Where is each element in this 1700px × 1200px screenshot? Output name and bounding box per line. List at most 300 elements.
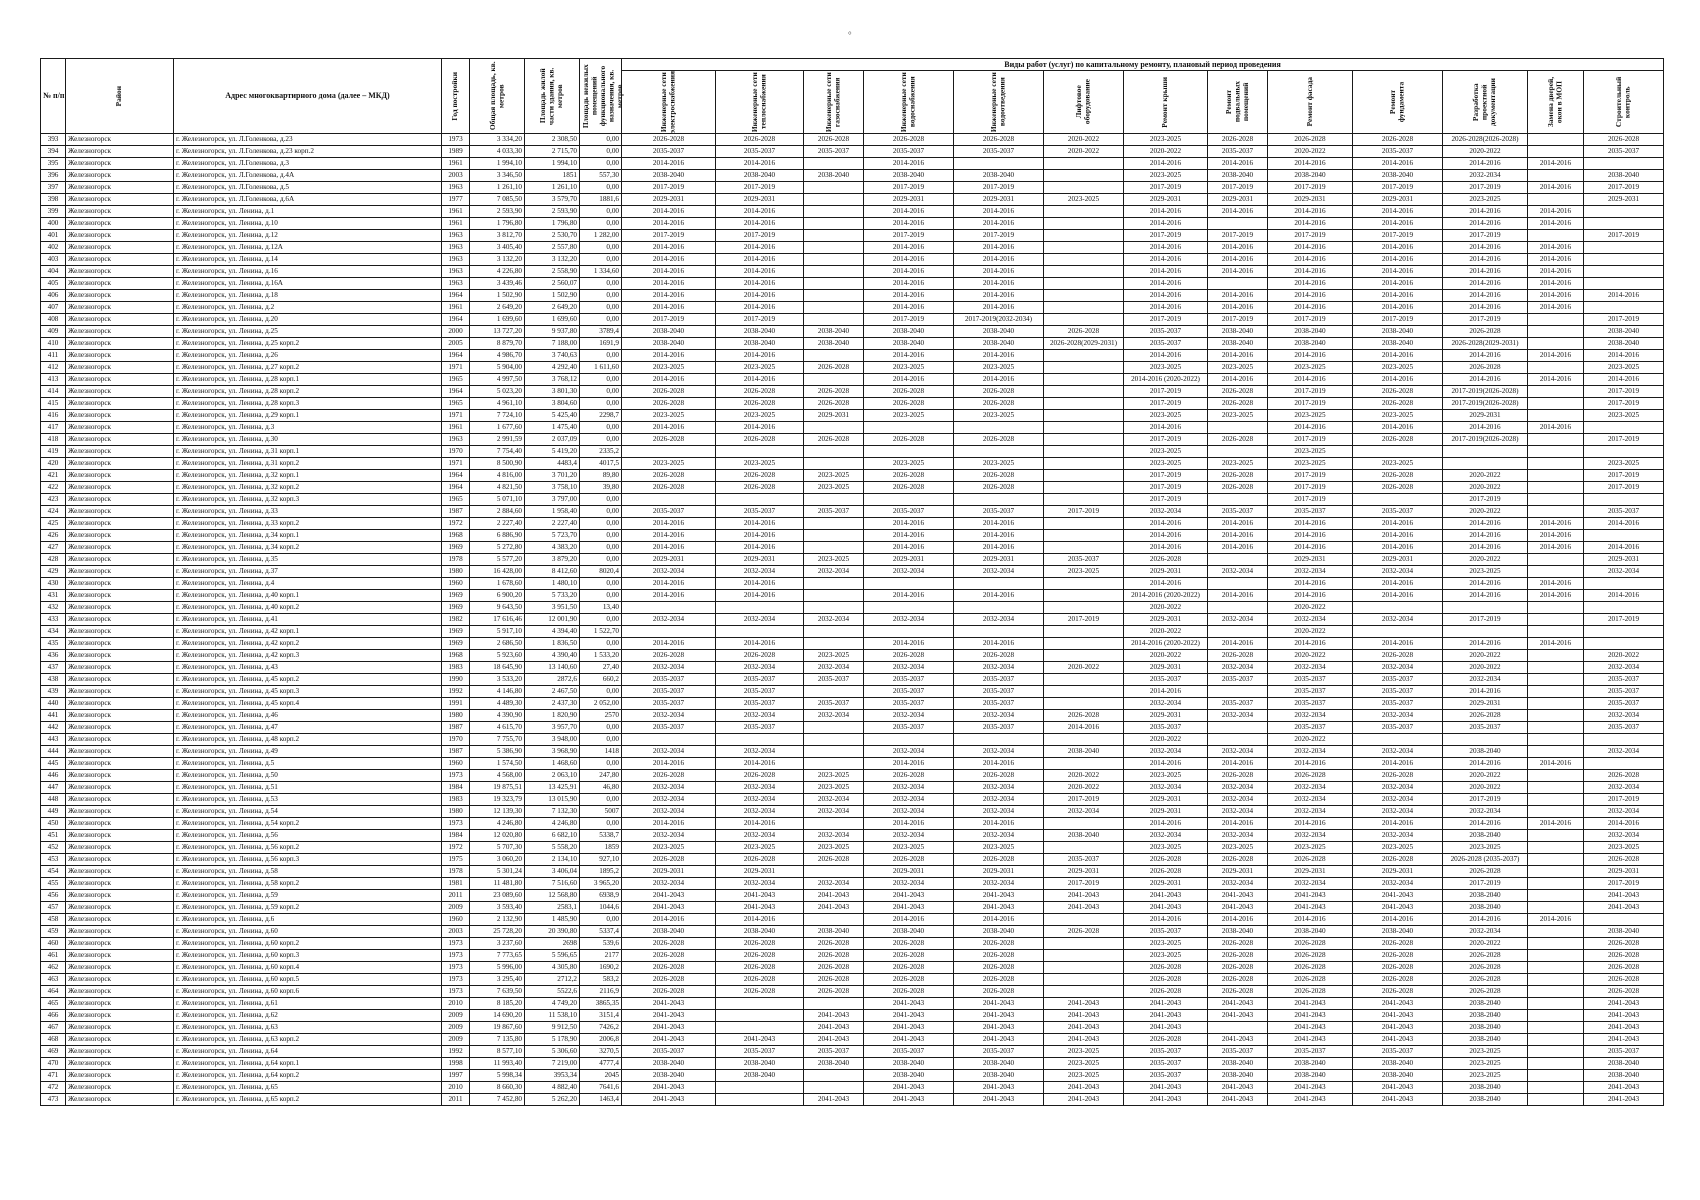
work-period-cell: 2041-2043 [622,890,716,902]
work-period-cell: 2014-2016 [622,290,716,302]
table-row [41,194,1664,206]
work-period-cell: 2026-2028 [864,770,954,782]
table-row [41,206,1664,218]
address-cell: г. Железногорск, ул. Ленина, д.27 корп.2 [174,362,442,374]
work-period-cell: 2020-2022 [1443,650,1528,662]
work-period-cell: 2014-2016 [1443,206,1528,218]
district-cell: Железногорск [66,758,174,770]
table-row [41,590,1664,602]
work-period-cell: 2032-2034 [1268,794,1353,806]
living-area-cell: 1 475,40 [525,422,580,434]
work-period-cell: 2032-2034 [1353,614,1443,626]
work-period-cell [1528,650,1584,662]
nonres-area-cell: 2 052,00 [580,698,622,710]
table-row [41,674,1664,686]
work-period-cell: 2014-2016 [1268,518,1353,530]
living-area-cell: 13 425,91 [525,782,580,794]
work-period-cell: 2041-2043 [1353,1010,1443,1022]
work-period-cell: 2041-2043 [954,1034,1044,1046]
work-period-cell: 2014-2016 [1124,914,1208,926]
living-area-cell: 9 912,50 [525,1022,580,1034]
table-row [41,338,1664,350]
work-period-cell: 2041-2043 [864,998,954,1010]
work-period-cell: 2035-2037 [1353,506,1443,518]
work-period-cell: 2014-2016 [1268,158,1353,170]
living-area-cell: 20 390,80 [525,926,580,938]
work-period-cell: 2014-2016 [1268,542,1353,554]
living-area-cell: 3 948,00 [525,734,580,746]
nonres-area-cell: 1690,2 [580,962,622,974]
work-period-cell: 2032-2034 [1353,566,1443,578]
year-cell: 1973 [442,986,470,998]
work-period-cell: 2041-2043 [622,1094,716,1106]
district-cell: Железногорск [66,518,174,530]
work-period-cell: 2041-2043 [1353,1082,1443,1094]
table-row [41,530,1664,542]
nonres-area-cell: 1691,9 [580,338,622,350]
living-area-cell: 1 820,90 [525,710,580,722]
nonres-area-cell: 27,40 [580,662,622,674]
work-period-cell: 2026-2028 [1443,986,1528,998]
nonres-area-cell: 0,00 [580,638,622,650]
work-period-cell: 2038-2040 [1268,1058,1353,1070]
work-period-cell: 2026-2028 [1353,986,1443,998]
work-period-cell [1528,338,1584,350]
work-period-cell [1044,578,1124,590]
work-period-cell [1208,422,1268,434]
row-number: 399 [41,206,66,218]
nonres-area-cell: 0,00 [580,278,622,290]
living-area-cell: 2 715,70 [525,146,580,158]
nonres-area-cell: 0,00 [580,398,622,410]
table-row [41,494,1664,506]
work-period-cell: 2041-2043 [716,1034,804,1046]
year-cell: 1969 [442,602,470,614]
district-cell: Железногорск [66,266,174,278]
work-period-cell: 2023-2025 [1124,950,1208,962]
living-area-cell: 2872,6 [525,674,580,686]
living-area-cell: 1 480,10 [525,578,580,590]
work-period-cell: 2014-2016 [1443,530,1528,542]
work-period-cell: 2032-2034 [1443,926,1528,938]
header-living-area: Площадь жилой части здания, кв. метров [525,59,580,134]
work-period-cell: 2014-2016 [1124,530,1208,542]
work-period-cell: 2023-2025 [1353,410,1443,422]
address-cell: г. Железногорск, ул. Ленина, д.32 корп.2 [174,482,442,494]
work-period-cell: 2032-2034 [1208,878,1268,890]
work-period-cell: 2023-2025 [716,458,804,470]
work-period-cell: 2020-2022 [1044,770,1124,782]
work-period-cell: 2014-2016 [1528,350,1584,362]
work-period-cell: 2026-2028 [1208,854,1268,866]
table-row [41,134,1664,146]
district-cell: Железногорск [66,242,174,254]
nonres-area-cell: 0,00 [580,494,622,506]
work-period-cell: 2035-2037 [954,1046,1044,1058]
row-number: 458 [41,914,66,926]
work-period-cell: 2038-2040 [804,1058,864,1070]
work-period-cell [1044,638,1124,650]
work-period-cell [804,278,864,290]
work-period-cell [1528,854,1584,866]
work-period-cell [1044,266,1124,278]
work-period-cell: 2035-2037 [1353,674,1443,686]
district-cell: Железногорск [66,182,174,194]
work-period-cell: 2017-2019 [1124,314,1208,326]
work-period-cell: 2032-2034 [1208,806,1268,818]
address-cell: г. Железногорск, ул. Ленина, д.47 [174,722,442,734]
work-period-cell: 2026-2028 [954,938,1044,950]
district-cell: Железногорск [66,638,174,650]
work-period-cell: 2035-2037 [864,674,954,686]
nonres-area-cell: 0,00 [580,422,622,434]
work-period-cell: 2035-2037 [804,146,864,158]
living-area-cell: 2 308,50 [525,134,580,146]
table-row [41,1082,1664,1094]
table-row [41,506,1664,518]
work-period-cell: 2035-2037 [1208,506,1268,518]
work-period-cell: 2038-2040 [1208,1058,1268,1070]
work-period-cell: 2026-2028 [1353,938,1443,950]
work-period-cell: 2032-2034 [1443,170,1528,182]
work-period-cell: 2014-2016 [716,374,804,386]
district-cell: Железногорск [66,278,174,290]
header-work-10: Разработка проектной документации [1443,71,1528,134]
work-period-cell: 2017-2019 [1268,470,1353,482]
row-number: 394 [41,146,66,158]
work-period-cell [1528,986,1584,998]
work-period-cell: 2014-2016 [1353,290,1443,302]
year-cell: 1992 [442,1046,470,1058]
table-row [41,758,1664,770]
work-period-cell: 2014-2016 [1268,242,1353,254]
year-cell: 1963 [442,182,470,194]
work-period-cell: 2026-2028 [1443,326,1528,338]
work-period-cell [1528,230,1584,242]
address-cell: г. Железногорск, ул. Ленина, д.2 [174,302,442,314]
work-period-cell: 2014-2016 [1353,206,1443,218]
row-number: 407 [41,302,66,314]
work-period-cell [1044,482,1124,494]
work-period-cell: 2026-2028 [622,974,716,986]
district-cell: Железногорск [66,578,174,590]
living-area-cell: 4 390,40 [525,650,580,662]
work-period-cell: 2023-2025 [1124,170,1208,182]
work-period-cell: 2026-2028 [804,938,864,950]
work-period-cell: 2014-2016 [1528,638,1584,650]
work-period-cell: 2038-2040 [1268,338,1353,350]
work-period-cell: 2035-2037 [1124,674,1208,686]
work-period-cell: 2041-2043 [716,890,804,902]
header-work-7: Ремонт подвальных помещений [1208,71,1268,134]
work-period-cell: 2041-2043 [1584,1082,1664,1094]
work-period-cell: 2014-2016 [1268,350,1353,362]
work-period-cell: 2026-2028 [864,854,954,866]
nonres-area-cell: 1 334,60 [580,266,622,278]
work-period-cell [1044,686,1124,698]
nonres-area-cell: 0,00 [580,758,622,770]
nonres-area-cell: 2045 [580,1070,622,1082]
work-period-cell: 2014-2016 [622,278,716,290]
table-row [41,1034,1664,1046]
nonres-area-cell: 7641,6 [580,1082,622,1094]
year-cell: 1980 [442,710,470,722]
work-period-cell: 2017-2019 [1124,386,1208,398]
work-period-cell: 2020-2022 [1268,602,1353,614]
work-period-cell: 2026-2028 [1208,938,1268,950]
work-period-cell: 2026-2028 [1044,326,1124,338]
work-period-cell: 2032-2034 [622,566,716,578]
year-cell: 1971 [442,410,470,422]
work-period-cell: 2014-2016 [1443,578,1528,590]
work-period-cell: 2014-2016 [954,254,1044,266]
work-period-cell [1584,914,1664,926]
living-area-cell: 3 132,20 [525,254,580,266]
work-period-cell: 2026-2028 [864,386,954,398]
work-period-cell: 2014-2016 [1208,590,1268,602]
district-cell: Железногорск [66,1082,174,1094]
work-period-cell: 2026-2028 [622,950,716,962]
work-period-cell: 2035-2037 [622,146,716,158]
work-period-cell [1528,626,1584,638]
header-work-8: Ремонт фасада [1268,71,1353,134]
district-cell: Железногорск [66,626,174,638]
address-cell: г. Железногорск, ул. Ленина, д.56 корп.3 [174,854,442,866]
address-cell: г. Железногорск, ул. Ленина, д.6 [174,914,442,926]
nonres-area-cell: 539,6 [580,938,622,950]
work-period-cell: 2017-2019 [1353,314,1443,326]
total-area-cell: 4 390,90 [470,710,525,722]
work-period-cell: 2032-2034 [1268,878,1353,890]
table-row [41,806,1664,818]
work-period-cell [1044,698,1124,710]
work-period-cell: 2017-2019 [1124,470,1208,482]
row-number: 408 [41,314,66,326]
work-period-cell: 2014-2016 [954,818,1044,830]
nonres-area-cell: 247,80 [580,770,622,782]
year-cell: 1991 [442,698,470,710]
table-row [41,1094,1664,1106]
work-period-cell: 2032-2034 [1268,830,1353,842]
work-period-cell: 2038-2040 [1353,926,1443,938]
work-period-cell: 2014-2016 [716,350,804,362]
nonres-area-cell: 0,00 [580,314,622,326]
work-period-cell: 2014-2016 [716,242,804,254]
address-cell: г. Железногорск, ул. Ленина, д.58 корп.2 [174,878,442,890]
work-period-cell: 2038-2040 [622,170,716,182]
district-cell: Железногорск [66,458,174,470]
work-period-cell: 2020-2022 [1124,650,1208,662]
work-period-cell [804,422,864,434]
work-period-cell: 2041-2043 [864,1010,954,1022]
row-number: 450 [41,818,66,830]
work-period-cell: 2017-2019 [954,182,1044,194]
work-period-cell: 2014-2016 [716,254,804,266]
work-period-cell: 2035-2037 [954,506,1044,518]
year-cell: 1977 [442,194,470,206]
work-period-cell: 2014-2016 [954,518,1044,530]
work-period-cell: 2014-2016 [1208,290,1268,302]
work-period-cell: 2014-2016 [622,350,716,362]
work-period-cell [804,746,864,758]
work-period-cell: 2029-2031 [622,194,716,206]
work-period-cell: 2041-2043 [1044,1034,1124,1046]
row-number: 438 [41,674,66,686]
header-nonres-area: Площадь нежилых помещений функционального назначения, кв. метров [580,59,622,134]
work-period-cell: 2014-2016 [1443,638,1528,650]
work-period-cell: 2032-2034 [804,710,864,722]
address-cell: г. Железногорск, ул. Ленина, д.28 корп.1 [174,374,442,386]
year-cell: 1971 [442,362,470,374]
address-cell: г. Железногорск, ул. Ленина, д.33 [174,506,442,518]
work-period-cell: 2014-2016 [864,278,954,290]
work-period-cell: 2023-2025 [1208,410,1268,422]
work-period-cell: 2029-2031 [1124,662,1208,674]
work-period-cell: 2014-2016 [954,638,1044,650]
work-period-cell [1044,314,1124,326]
living-area-cell: 3 951,50 [525,602,580,614]
work-period-cell: 2026-2028 [1353,434,1443,446]
work-period-cell: 2017-2019 [1124,482,1208,494]
header-work-3: Инженерные сети водоснабжения [864,71,954,134]
work-period-cell [954,494,1044,506]
work-period-cell: 2029-2031 [864,554,954,566]
table-row [41,866,1664,878]
table-row [41,350,1664,362]
work-period-cell: 2017-2019 [1443,494,1528,506]
work-period-cell: 2032-2034 [954,746,1044,758]
work-period-cell: 2026-2028 [716,482,804,494]
work-period-cell: 2041-2043 [1124,1094,1208,1106]
living-area-cell: 2 649,20 [525,302,580,314]
work-period-cell: 2023-2025 [1443,842,1528,854]
address-cell: г. Железногорск, ул. Ленина, д.59 корп.2 [174,902,442,914]
work-period-cell: 2026-2028 [1353,854,1443,866]
work-period-cell: 2020-2022 [1124,602,1208,614]
work-period-cell: 2017-2019 [1443,614,1528,626]
district-cell: Железногорск [66,494,174,506]
row-number: 423 [41,494,66,506]
total-area-cell: 12 020,80 [470,830,525,842]
work-period-cell: 2032-2034 [864,806,954,818]
work-period-cell: 2041-2043 [804,902,864,914]
work-period-cell: 2029-2031 [1584,554,1664,566]
living-area-cell: 1 958,40 [525,506,580,518]
work-period-cell: 2041-2043 [1124,890,1208,902]
work-period-cell [864,578,954,590]
work-period-cell: 2017-2019 [1208,230,1268,242]
address-cell: г. Железногорск, ул. Ленина, д.54 корп.2 [174,818,442,830]
living-area-cell: 3 768,12 [525,374,580,386]
work-period-cell [622,446,716,458]
work-period-cell: 2014-2016 [1268,374,1353,386]
work-period-cell: 2017-2019 [1124,230,1208,242]
work-period-cell [864,734,954,746]
work-period-cell: 2035-2037 [716,722,804,734]
work-period-cell: 2014-2016 [864,158,954,170]
address-cell: г. Железногорск, ул. Ленина, д.64 корп.2 [174,1070,442,1082]
work-period-cell: 2035-2037 [1584,674,1664,686]
nonres-area-cell: 4777,4 [580,1058,622,1070]
table-row [41,482,1664,494]
work-period-cell: 2014-2016 [1584,518,1664,530]
work-period-cell: 2041-2043 [954,1022,1044,1034]
work-period-cell [1584,206,1664,218]
row-number: 415 [41,398,66,410]
work-period-cell [954,602,1044,614]
work-period-cell: 2017-2019 [1124,398,1208,410]
work-period-cell: 2035-2037 [804,698,864,710]
work-period-cell: 2023-2025 [804,650,864,662]
work-period-cell: 2029-2031 [1443,410,1528,422]
work-period-cell: 2014-2016 [864,590,954,602]
table-row [41,1046,1664,1058]
total-area-cell: 3 439,46 [470,278,525,290]
work-period-cell: 2041-2043 [1353,1034,1443,1046]
row-number: 446 [41,770,66,782]
district-cell: Железногорск [66,422,174,434]
work-period-cell: 2041-2043 [1124,1082,1208,1094]
work-period-cell: 2023-2025 [1443,194,1528,206]
work-period-cell: 2032-2034 [716,614,804,626]
work-period-cell [1528,434,1584,446]
living-area-cell: 2 560,07 [525,278,580,290]
work-period-cell: 2014-2016 [716,638,804,650]
nonres-area-cell: 0,00 [580,350,622,362]
table-row [41,722,1664,734]
work-period-cell: 2017-2019 [1268,230,1353,242]
work-period-cell: 2026-2028 [804,950,864,962]
district-cell: Железногорск [66,218,174,230]
work-period-cell: 2026-2028 [954,386,1044,398]
work-period-cell: 2017-2019 [864,314,954,326]
work-period-cell: 2014-2016 [622,218,716,230]
work-period-cell: 2020-2022 [1044,782,1124,794]
living-area-cell: 3 406,04 [525,866,580,878]
nonres-area-cell: 1418 [580,746,622,758]
work-period-cell: 2020-2022 [1268,650,1353,662]
work-period-cell: 2014-2016 [1268,206,1353,218]
work-period-cell: 2026-2028 [1208,986,1268,998]
work-period-cell [716,602,804,614]
work-period-cell: 2023-2025 [954,410,1044,422]
living-area-cell: 11 538,10 [525,1010,580,1022]
work-period-cell: 2014-2016 [1208,518,1268,530]
work-period-cell: 2038-2040 [1268,926,1353,938]
work-period-cell: 2026-2028 [954,986,1044,998]
work-period-cell: 2032-2034 [716,710,804,722]
work-period-cell [1044,542,1124,554]
work-period-cell: 2035-2037 [1353,722,1443,734]
work-period-cell: 2029-2031 [1353,194,1443,206]
work-period-cell [1044,914,1124,926]
work-period-cell: 2038-2040 [1443,890,1528,902]
year-cell: 2005 [442,338,470,350]
work-period-cell [804,266,864,278]
work-period-cell: 2041-2043 [1353,890,1443,902]
work-period-cell: 2035-2037 [804,674,864,686]
district-cell: Железногорск [66,146,174,158]
work-period-cell: 2041-2043 [622,1010,716,1022]
year-cell: 1961 [442,206,470,218]
work-period-cell: 2014-2016 [1353,422,1443,434]
work-period-cell: 2026-2028 [1208,650,1268,662]
year-cell: 1973 [442,134,470,146]
work-period-cell: 2041-2043 [1044,1094,1124,1106]
work-period-cell [1528,878,1584,890]
work-period-cell [804,602,864,614]
nonres-area-cell: 7426,2 [580,1022,622,1034]
